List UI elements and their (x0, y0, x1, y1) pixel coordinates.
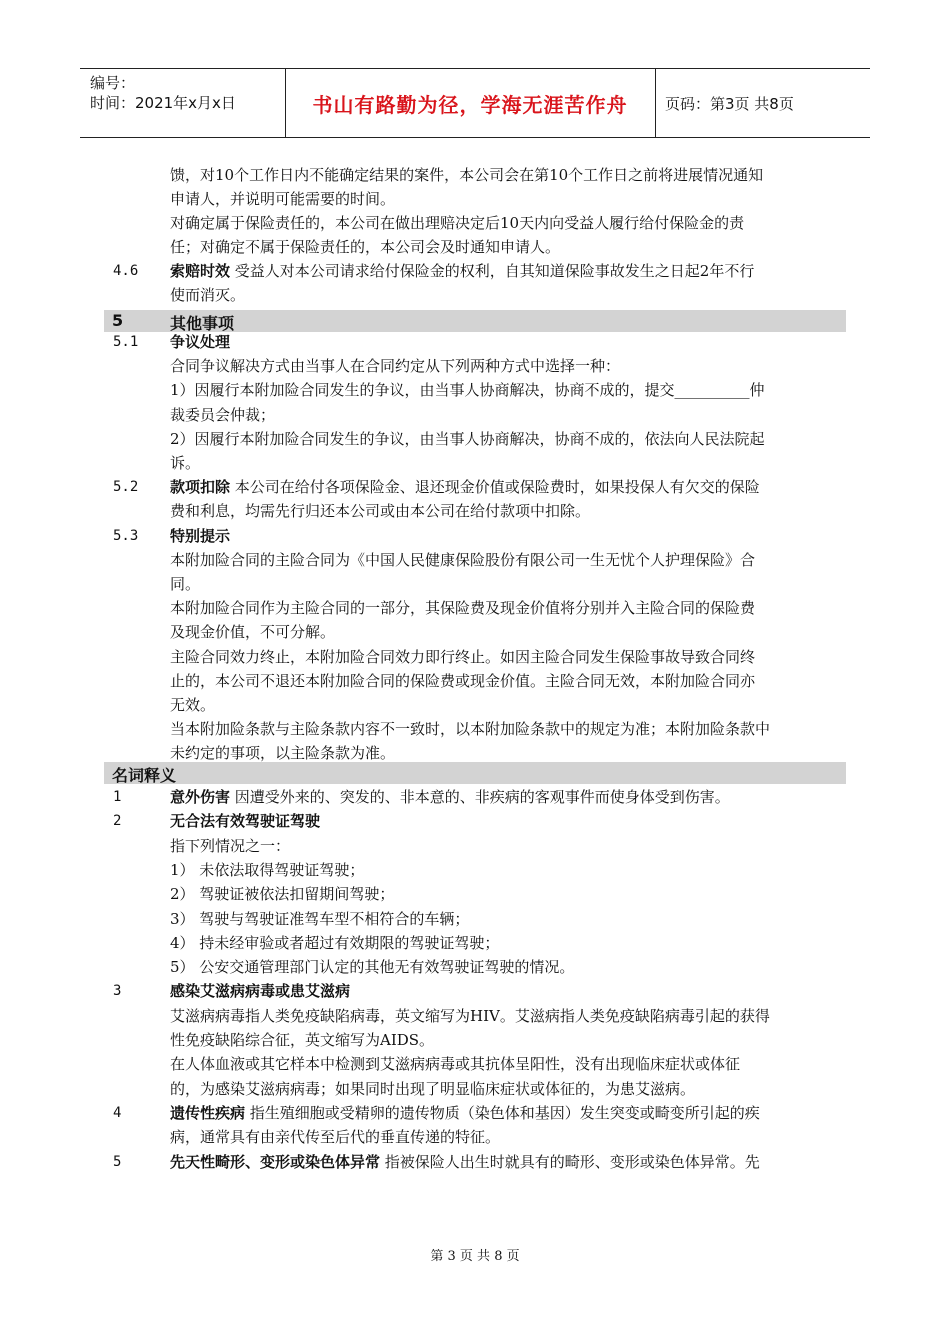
clause-number: 5.1 (113, 334, 139, 350)
text-line (170, 981, 350, 1001)
text-line (170, 884, 394, 904)
text-line (170, 933, 499, 953)
clause-text: 2） 驾驶证被依法扣留期间驾驶； (170, 885, 395, 904)
text-line (170, 189, 395, 209)
clause-text: 病，通常具有由亲代传至后代的垂直传递的特征。 (170, 1128, 501, 1147)
clause-title: 遗传性疾病 (170, 1103, 246, 1122)
clause-text: 性免疫缺陷综合征，英文缩写为AIDS。 (170, 1031, 435, 1049)
text-line (170, 647, 755, 667)
text-line (170, 477, 760, 497)
clause-text: 在人体血液或其它样本中检测到艾滋病病毒或其抗体呈阳性，没有出现临床症状或体征 (170, 1055, 741, 1074)
clause-text: 申请人，并说明可能需要的时间。 (170, 190, 396, 208)
clause-text: 任；对确定不属于保险责任的，本公司会及时通知申请人。 (170, 238, 561, 256)
text-line (170, 550, 755, 570)
clause-number: 4.6 (113, 263, 139, 279)
clause-title: 意外伤害 (170, 788, 231, 806)
clause-text: 及现金价值，不可分解。 (170, 623, 336, 642)
text-line (170, 1079, 695, 1099)
clause-text: 当本附加险条款与主险条款内容不一致时，以本附加险条款中的规定为准；本附加险条款中 (170, 720, 771, 739)
text-line (170, 1103, 760, 1123)
clause-text: 本附加险合同作为主险合同的一部分，其保险费及现金价值将分别并入主险合同的保险费 (170, 599, 756, 618)
clause-text: 诉。 (170, 454, 201, 472)
clause-title: 特别提示 (170, 526, 231, 545)
clause-text: 未约定的事项，以主险条款为准。 (170, 744, 396, 763)
clause-text: 1）因履行本附加险合同发生的争议，由当事人协商解决，协商不成的，提交__________仲 (170, 381, 765, 400)
clause-text: 无效。 (170, 696, 216, 714)
clause-title: 争议处理 (170, 333, 231, 351)
code-label: 编号： (90, 74, 136, 92)
clause-text: 馈，对10个工作日内不能确定结果的案件，本公司会在第10个工作日之前将进展情况通知 (170, 166, 764, 184)
clause-text: 同。 (170, 575, 201, 593)
page-footer: 第 3 页 共 8 页 (430, 1249, 520, 1264)
clause-text: 受益人对本公司请求给付保险金的权利，自其知道保险事故发生之日起2年不行 (230, 262, 755, 280)
text-line (170, 719, 770, 739)
text-line (170, 526, 230, 546)
text-line (170, 405, 275, 425)
text-line (170, 836, 290, 856)
text-line (170, 356, 620, 376)
text-line (170, 213, 744, 233)
clause-number: 1 (113, 789, 122, 805)
header-motto: 书山有路勤为径，学海无涯苦作舟 (312, 92, 628, 117)
text-line (170, 1127, 500, 1147)
text-line (170, 165, 763, 185)
text-line (170, 787, 730, 807)
clause-text: 主险合同效力终止，本附加险合同效力即行终止。如因主险合同发生保险事故导致合同终 (170, 647, 756, 666)
section-number: 5 (112, 311, 124, 330)
section-title: 名词释义 (112, 766, 177, 785)
text-line (170, 598, 755, 618)
text-line (170, 380, 765, 400)
clause-text: 止的，本公司不退还本附加险合同的保险费或现金价值。主险合同无效，本附加险合同亦 (170, 671, 756, 690)
clause-text: 因遭受外来的、突发的、非本意的、非疾病的客观事件而使身体受到伤害。 (230, 788, 730, 806)
clause-text: 使而消灭。 (170, 286, 246, 304)
page-counter: 页码：第3页 共8页 (665, 95, 794, 113)
text-line (170, 1054, 740, 1074)
text-line (170, 1152, 760, 1172)
text-line (170, 1006, 770, 1026)
clause-number: 3 (113, 983, 122, 1000)
clause-text: 指下列情况之一： (170, 836, 291, 855)
section-heading (104, 310, 846, 332)
glossary-heading (104, 762, 846, 784)
clause-title: 感染艾滋病病毒或患艾滋病 (170, 982, 351, 1001)
clause-text: 2）因履行本附加险合同发生的争议，由当事人协商解决，协商不成的，依法向人民法院起 (170, 429, 765, 448)
text-line (170, 695, 215, 715)
clause-text: 的，为感染艾滋病病毒；如果同时出现了明显临床症状或体征的，为患艾滋病。 (170, 1079, 696, 1098)
text-line (170, 332, 230, 352)
clause-number: 4 (113, 1104, 122, 1121)
clause-text: 费和利息，均需先行归还本公司或由本公司在给付款项中扣除。 (170, 502, 591, 521)
clause-title: 款项扣除 (170, 478, 231, 497)
clause-text: 本公司在给付各项保险金、退还现金价值或保险费时，如果投保人有欠交的保险 (230, 478, 760, 497)
clause-text: 指被保险人出生时就具有的畸形、变形或染色体异常。先 (380, 1152, 760, 1171)
text-line (170, 957, 574, 977)
text-line (170, 285, 245, 305)
text-line (170, 743, 395, 763)
page-header (80, 68, 870, 138)
text-line (170, 237, 560, 257)
section-title: 其他事项 (170, 314, 235, 333)
clause-number: 2 (113, 813, 122, 830)
clause-number: 5.3 (113, 527, 139, 544)
date-label: 时间：2021年x月x日 (90, 94, 236, 112)
clause-text: 5） 公安交通管理部门认定的其他无有效驾驶证驾驶的情况。 (170, 958, 575, 977)
text-line (170, 860, 364, 880)
clause-text: 艾滋病病毒指人类免疫缺陷病毒，英文缩写为HIV。艾滋病指人类免疫缺陷病毒引起的获得 (170, 1006, 770, 1025)
text-line (170, 453, 200, 473)
clause-number: 5.2 (113, 479, 139, 496)
text-line (170, 574, 200, 594)
text-line (170, 261, 754, 281)
text-line (170, 1030, 434, 1050)
text-line (170, 811, 320, 831)
clause-text: 裁委员会仲裁； (170, 405, 276, 424)
clause-title: 无合法有效驾驶证驾驶 (170, 812, 321, 831)
clause-text: 指生殖细胞或受精卵的遗传物质（染色体和基因）发生突变或畸变所引起的疾 (245, 1103, 760, 1122)
clause-text: 4） 持未经审验或者超过有效期限的驾驶证驾驶； (170, 933, 500, 952)
text-line (170, 429, 765, 449)
header-divider (655, 69, 656, 137)
text-line (170, 622, 335, 642)
clause-number: 5 (113, 1153, 122, 1170)
header-meta (90, 73, 236, 113)
text-line (170, 909, 469, 929)
clause-text: 合同争议解决方式由当事人在合同约定从下列两种方式中选择一种： (170, 357, 621, 376)
clause-text: 对确定属于保险责任的，本公司在做出理赔决定后10天内向受益人履行给付保险金的责 (170, 214, 745, 232)
clause-text: 1） 未依法取得驾驶证驾驶； (170, 860, 365, 879)
clause-title: 索赔时效 (170, 262, 231, 280)
clause-text: 本附加险合同的主险合同为《中国人民健康保险股份有限公司一生无忧个人护理保险》合 (170, 550, 756, 569)
clause-title: 先天性畸形、变形或染色体异常 (170, 1152, 381, 1171)
clause-text: 3） 驾驶与驾驶证准驾车型不相符合的车辆； (170, 909, 470, 928)
text-line (170, 501, 590, 521)
text-line (170, 671, 755, 691)
